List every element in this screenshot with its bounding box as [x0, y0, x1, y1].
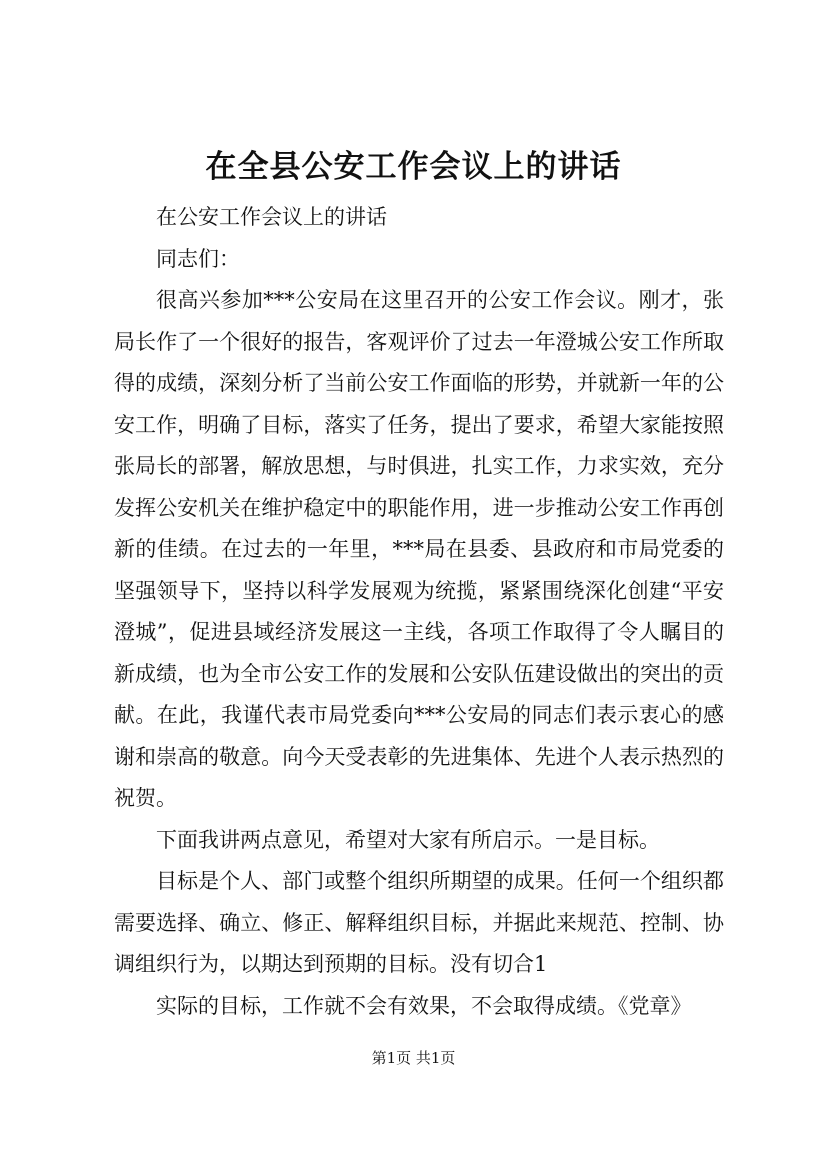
paragraph-salutation: 同志们： [156, 246, 240, 271]
paragraph-continuation: 实际的目标，工作就不会有效果，不会取得成绩。《党章》 [156, 993, 692, 1018]
document-body [114, 197, 724, 1027]
document-title: 在全县公安工作会议上的讲话 [205, 149, 622, 185]
paragraph-points-intro: 下面我讲两点意见，希望对大家有所启示。一是目标。 [156, 827, 660, 852]
paragraph-goal-definition: 目标是个人、部门或整个组织所期望的成果。任何一个组织都需要选择、确立、修正、解释组织目标，并据此来规范、控制、协调组织行为，以期达到预期的目标。没有切合1 [114, 869, 724, 976]
page-footer: 第1页 共1页 [371, 1049, 456, 1067]
paragraph-opening: 很高兴参加***公安局在这里召开的公安工作会议。刚才，张局长作了一个很好的报告，客观评价了过去一年澄城公安工作所取得的成绩，深刻分析了当前公安工作面临的形势，并就新一年的公安工作，明确了目标，落实了任务，提出了要求，希望大家能按照张局长的部署，解放思想，与时俱进，扎实工作，力求实效，充分发挥公安机关在维护稳定中的职能作用，进一步推动公安工作再创新的佳绩。在过去的一年里，***局在县委、县政府和市局党委的坚强领导下，坚持以科学发展观为统揽，紧紧围绕深化创建“平安澄城”，促进县域经济发展这一主线，各项工作取得了令人瞩目的新成绩，也为全市公安工作的发展和公安队伍建设做出的突出的贡献。在此，我谨代表市局党委向***公安局的同志们表示衷心的感谢和崇高的敬意。向今天受表彰的先进集体、先进个人表示热烈的祝贺。 [114, 288, 724, 810]
paragraph-subtitle: 在公安工作会议上的讲话 [156, 205, 387, 229]
